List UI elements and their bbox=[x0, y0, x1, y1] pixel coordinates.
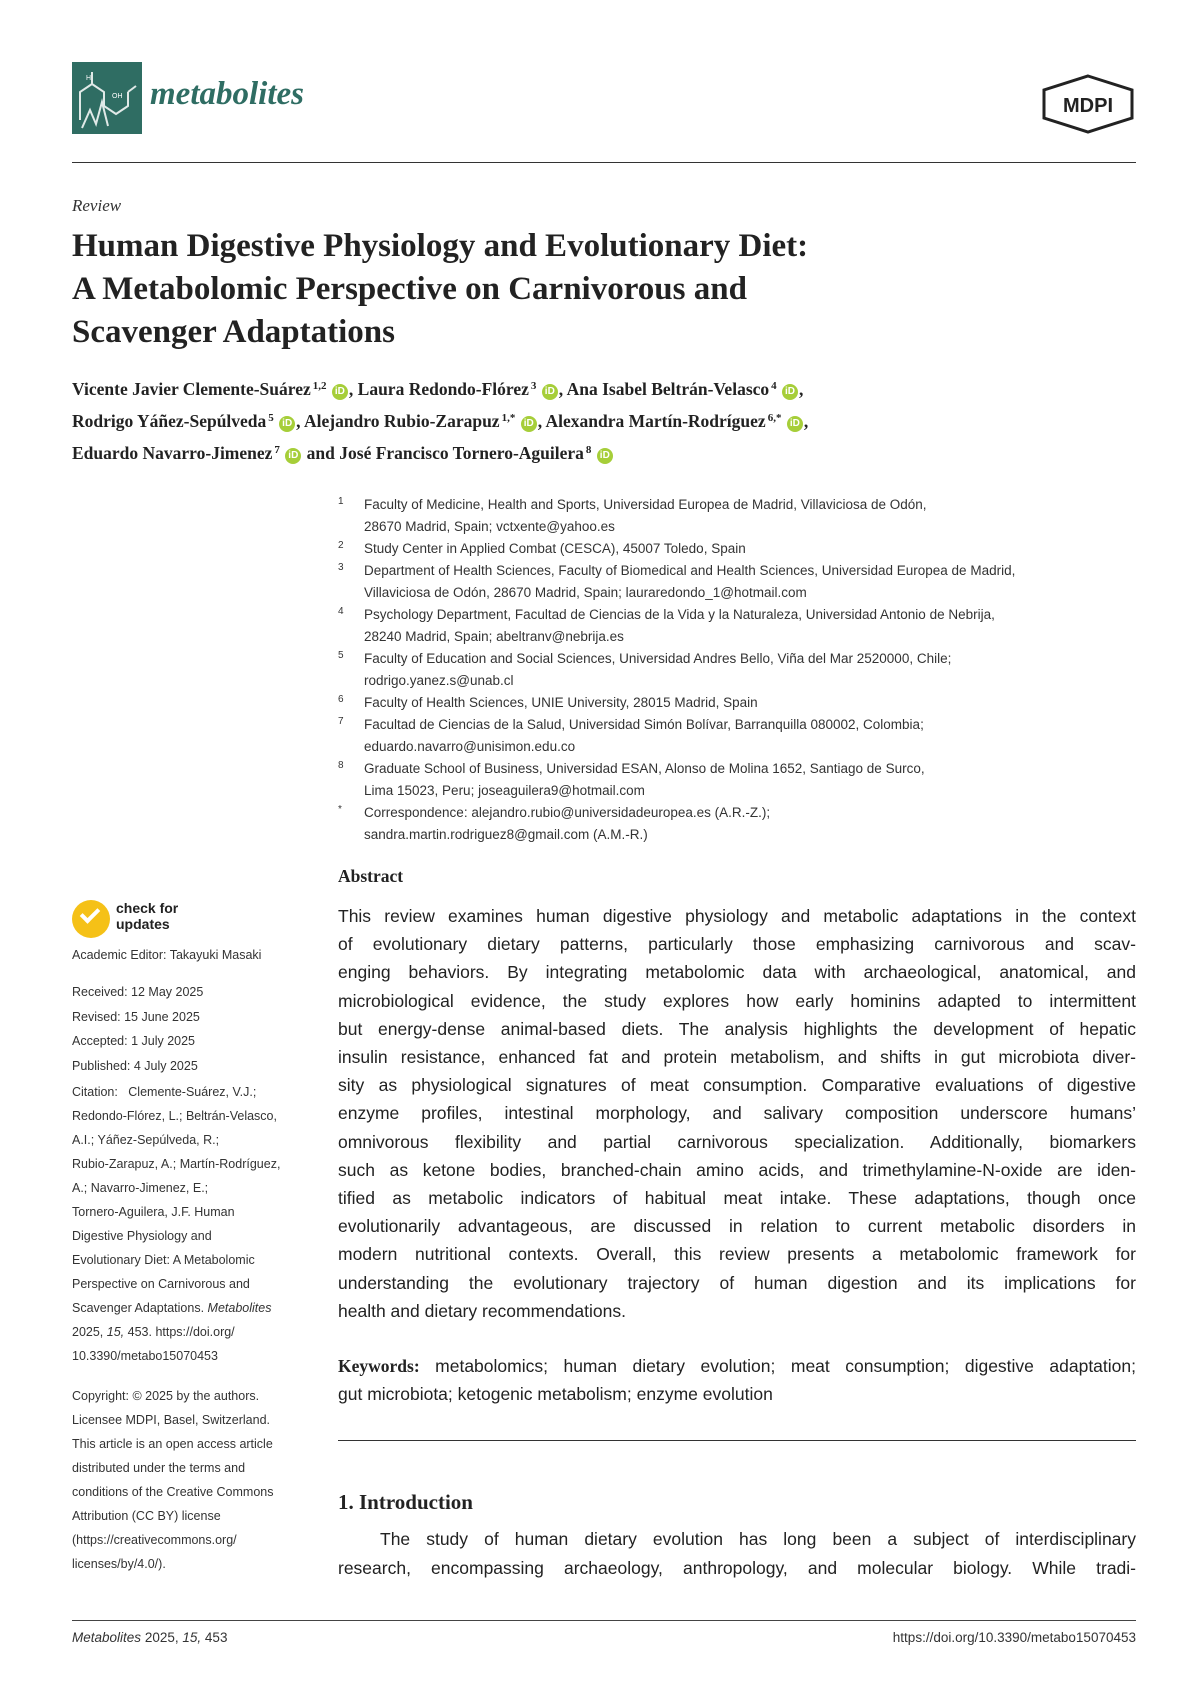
abstract-line: but energy-dense animal-based diets. The analysis highlights the development of hepatic bbox=[338, 1018, 1136, 1039]
affiliation-item: 5 Faculty of Education and Social Sciences, Universidad Andres Bello, Viña del Mar 2520000, Chile; rodrigo.yanez.s@unab.cl bbox=[338, 650, 952, 688]
author-name[interactable]: Laura Redondo-Flórez bbox=[357, 379, 529, 399]
abstract-line: health and dietary recommendations. bbox=[338, 1300, 626, 1321]
keywords-label: Keywords: bbox=[338, 1356, 420, 1376]
orcid-icon[interactable]: iD bbox=[597, 448, 613, 464]
citation-doi-link[interactable]: 453. https://doi.org/ bbox=[127, 1325, 235, 1339]
abstract-line: sity as physiological signatures of meat consumption. Comparative evaluations of digestive bbox=[338, 1075, 1136, 1096]
author-name[interactable]: Vicente Javier Clemente-Suárez bbox=[72, 379, 311, 399]
affiliations bbox=[338, 494, 1138, 846]
author-name[interactable]: Alejandro Rubio-Zarapuz bbox=[303, 411, 500, 431]
publication-dates bbox=[72, 980, 312, 1078]
footer-divider bbox=[72, 1620, 1136, 1621]
author-name[interactable]: Alexandra Martín-Rodríguez bbox=[545, 411, 766, 431]
title-line: Scavenger Adaptations bbox=[72, 314, 396, 350]
orcid-icon[interactable]: iD bbox=[521, 416, 537, 432]
author-name[interactable]: Ana Isabel Beltrán-Velasco bbox=[566, 379, 770, 399]
affiliation-item: 1 Faculty of Medicine, Health and Sports, Universidad Europea de Madrid, Villaviciosa de Odón, 28670 Madrid, Spain; vctxente@yahoo.es bbox=[338, 496, 927, 534]
mdpi-logo-text: MDPI bbox=[1063, 95, 1113, 117]
abstract-line: modern nutritional contexts. Overall, this review presents a metabolomic framework for bbox=[338, 1244, 1136, 1265]
license-link[interactable]: licenses/by/4.0/). bbox=[72, 1557, 166, 1571]
abstract-line: enzyme profiles, intestinal morphology, and salivary composition underscore humans’ bbox=[338, 1103, 1136, 1124]
author-affil-sup: 8 bbox=[585, 444, 592, 456]
license-link[interactable]: (https://creativecommons.org/ bbox=[72, 1533, 237, 1547]
orcid-icon[interactable]: iD bbox=[285, 448, 301, 464]
author-affil-sup: 1,* bbox=[501, 412, 516, 424]
orcid-icon[interactable]: iD bbox=[332, 384, 348, 400]
abstract-line: such as ketone bodies, branched-chain amino acids, and trimethylamine-N-oxide are iden- bbox=[338, 1159, 1136, 1180]
abstract-line: evolutionarily advantageous, are discussed in relation to current metabolic disorders in bbox=[338, 1216, 1136, 1237]
author-affil-sup: 5 bbox=[268, 412, 274, 424]
affiliation-item: 4 Psychology Department, Facultad de Ciencias de la Vida y la Naturaleza, Universidad Antonio de Nebrija, 28240 Madrid, Spain; abeltranv@nebrija.es bbox=[338, 606, 995, 644]
keywords-line: metabolomics; human dietary evolution; meat consumption; digestive adaptation; bbox=[435, 1356, 1136, 1376]
author-affil-sup: 3 bbox=[530, 380, 537, 392]
abstract-line: tified as metabolic indicators of habitual meat intake. These adaptations, though once bbox=[338, 1188, 1136, 1209]
author-name[interactable]: Rodrigo Yáñez-Sepúlveda bbox=[72, 411, 267, 431]
orcid-icon[interactable]: iD bbox=[787, 416, 803, 432]
correspondence: * Correspondence: alejandro.rubio@universidadeuropea.es (A.R.-Z.); sandra.martin.rodriguez8@gmail.com (A.M.-R.) bbox=[338, 804, 771, 842]
copyright-notice: Copyright: © 2025 by the authors. Licensee MDPI, Basel, Switzerland. This article is an open access article distributed under the terms and conditions of the Creative Commons Attribution (CC BY) license (https://creativecommons.org/ licenses/by/4.0/). bbox=[72, 1384, 312, 1576]
author-name[interactable]: Eduardo Navarro-Jimenez bbox=[72, 443, 273, 463]
affiliation-item: 6 Faculty of Health Sciences, UNIE University, 28015 Madrid, Spain bbox=[338, 694, 758, 710]
section-heading-introduction: 1. Introduction bbox=[338, 1490, 473, 1514]
orcid-icon[interactable]: iD bbox=[782, 384, 798, 400]
body-line: The study of human dietary evolution has long been a subject of interdisciplinary bbox=[380, 1529, 1136, 1549]
date-received: Received: 12 May 2025 bbox=[72, 985, 204, 999]
journal-name[interactable]: metabolites bbox=[150, 76, 304, 112]
author-affil-sup: 1,2 bbox=[312, 380, 327, 392]
abstract-heading: Abstract bbox=[338, 866, 404, 886]
abstract-line: insulin resistance, enhanced fat and protein metabolism, and shifts in gut microbiota diver- bbox=[338, 1047, 1136, 1068]
introduction-text bbox=[338, 1525, 1136, 1582]
academic-editor: Academic Editor: Takayuki Masaki bbox=[72, 948, 262, 962]
abstract-text bbox=[338, 902, 1136, 1325]
article-title bbox=[72, 225, 1072, 354]
header-divider bbox=[72, 162, 1136, 163]
citation-block: Citation: Clemente-Suárez, V.J.; Redondo-Flórez, L.; Beltrán-Velasco, A.I.; Yáñez-Sepúlveda, R.; Rubio-Zarapuz, A.; Martín-Rodríguez, A.; Navarro-Jimenez, E.; Tornero-Aguilera, J.F. Human Digestive Physiology and Evolutionary Diet: A Metabolomic Perspective on Carnivorous and Scavenger Adaptations. Metabolites 2025, 15, 453. https://doi.org/ 10.3390/metabo15070453 bbox=[72, 1080, 312, 1368]
svg-text:H: H bbox=[86, 75, 92, 82]
abstract-line: This review examines human digestive physiology and metabolic adaptations in the context bbox=[338, 906, 1136, 926]
abstract-line: of evolutionary dietary patterns, particularly those emphasizing carnivorous and scav- bbox=[338, 934, 1136, 955]
svg-text:OH: OH bbox=[112, 93, 123, 100]
author-list: Vicente Javier Clemente-Suárez $^{1,2}$ iD , Laura Redondo-Flórez $^3$ iD , Ana Isabel Beltrán-Velasco $^4$ iD , Rodrigo Yáñez-Sepúlveda $^5$ iD , Alejandro Rubio-Zarapuz $^{1,*}$ iD , Alexandra Martín-Rodríguez $^{6,*}$ iD , Eduardo Navarro-Jimenez $^7$ iD and José Francisco Tornero-Aguilera $^8$ iD bbox=[72, 379, 809, 463]
orcid-icon[interactable]: iD bbox=[542, 384, 558, 400]
affiliation-item: 8 Graduate School of Business, Universidad ESAN, Alonso de Molina 1652, Santiago de Surco, Lima 15023, Peru; joseaguilera9@hotmail.com bbox=[338, 760, 925, 798]
title-line: A Metabolomic Perspective on Carnivorous and bbox=[72, 271, 747, 307]
keywords-line: gut microbiota; ketogenic metabolism; enzyme evolution bbox=[338, 1384, 773, 1404]
date-accepted: Accepted: 1 July 2025 bbox=[72, 1034, 195, 1048]
affiliation-item: 7 Facultad de Ciencias de la Salud, Universidad Simón Bolívar, Barranquilla 080002, Colombia; eduardo.navarro@unisimon.edu.co bbox=[338, 716, 924, 754]
check-icon bbox=[72, 900, 110, 938]
abstract-line: understanding the evolutionary trajectory of human digestion and its implications for bbox=[338, 1272, 1136, 1293]
body-line: research, encompassing archaeology, anthropology, and molecular biology. While tradi- bbox=[338, 1557, 1136, 1578]
article-type: Review bbox=[72, 196, 122, 215]
abstract-line: omnivorous flexibility and partial carnivorous specialization. Additionally, biomarkers bbox=[338, 1131, 1136, 1152]
orcid-icon[interactable]: iD bbox=[279, 416, 295, 432]
keywords-divider bbox=[338, 1440, 1136, 1441]
journal-logo[interactable] bbox=[72, 62, 142, 134]
footer-citation: Metabolites 2025, 15, 453 bbox=[72, 1630, 228, 1645]
date-published: Published: 4 July 2025 bbox=[72, 1058, 198, 1073]
author-affil-sup: 4 bbox=[771, 380, 777, 392]
citation-label: Citation: bbox=[72, 1085, 118, 1099]
date-revised: Revised: 15 June 2025 bbox=[72, 1009, 200, 1024]
footer-doi-link[interactable]: https://doi.org/10.3390/metabo15070453 bbox=[892, 1630, 1136, 1645]
keywords bbox=[338, 1352, 1136, 1408]
title-line: Human Digestive Physiology and Evolutionary Diet: bbox=[72, 228, 809, 264]
molecule-icon bbox=[72, 62, 142, 134]
mdpi-logo[interactable] bbox=[1040, 74, 1136, 134]
citation-doi-link[interactable]: 10.3390/metabo15070453 bbox=[72, 1349, 218, 1363]
check-for-updates-button[interactable]: check for updates bbox=[72, 898, 292, 942]
author-affil-sup: 7 bbox=[274, 444, 280, 456]
author-affil-sup: 6,* bbox=[767, 412, 782, 424]
affiliation-item: 3 Department of Health Sciences, Faculty of Biomedical and Health Sciences, Universidad Europea de Madrid, Villaviciosa de Odón, 28670 Madrid, Spain; lauraredondo_1@hotmail.com bbox=[338, 562, 1016, 600]
abstract-line: enging behaviors. By integrating metabolomic data with archaeological, anatomical, and bbox=[338, 962, 1136, 983]
abstract-line: microbiological evidence, the study explores how early hominins adapted to intermittent bbox=[338, 990, 1136, 1011]
author-name[interactable]: José Francisco Tornero-Aguilera bbox=[339, 443, 584, 463]
affiliation-item: 2 Study Center in Applied Combat (CESCA), 45007 Toledo, Spain bbox=[338, 540, 746, 556]
